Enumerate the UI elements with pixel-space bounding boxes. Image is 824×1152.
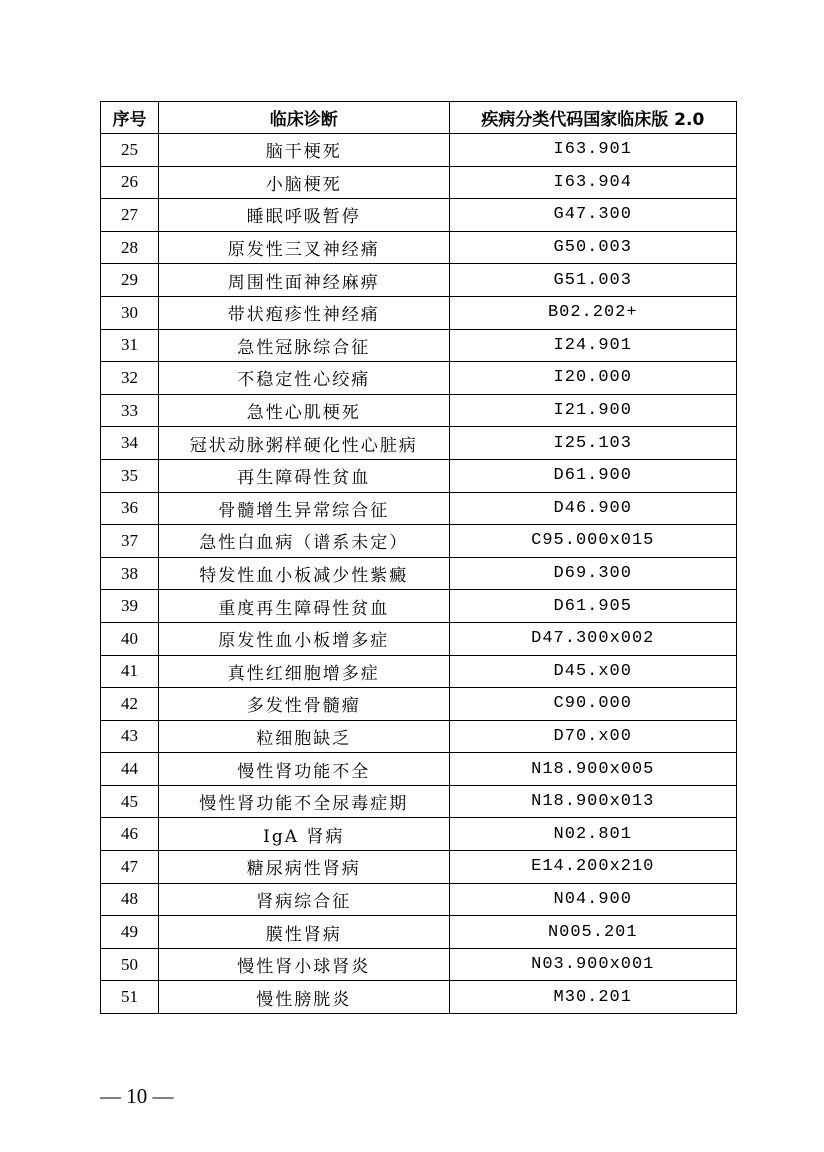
disease-code-cell: D47.300x002 xyxy=(449,622,736,655)
disease-code-cell: D61.900 xyxy=(449,459,736,492)
diagnosis-cell: 不稳定性心绞痛 xyxy=(159,362,449,395)
diagnosis-cell: 冠状动脉粥样硬化性心脏病 xyxy=(159,427,449,460)
disease-code-cell: D45.x00 xyxy=(449,655,736,688)
diagnosis-code-table xyxy=(100,101,737,1014)
serial-number-cell: 35 xyxy=(101,459,159,492)
serial-number-cell: 46 xyxy=(101,818,159,851)
diagnosis-cell: 骨髓增生异常综合征 xyxy=(159,492,449,525)
serial-number-cell: 25 xyxy=(101,134,159,167)
disease-code-cell: E14.200x210 xyxy=(449,851,736,884)
serial-number-cell: 27 xyxy=(101,199,159,232)
table-row xyxy=(101,948,737,981)
diagnosis-cell: 糖尿病性肾病 xyxy=(159,851,449,884)
header-serial-number: 序号 xyxy=(101,102,159,134)
serial-number-cell: 42 xyxy=(101,688,159,721)
table-row xyxy=(101,166,737,199)
table-row xyxy=(101,785,737,818)
diagnosis-cell: 睡眠呼吸暂停 xyxy=(159,199,449,232)
serial-number-cell: 29 xyxy=(101,264,159,297)
table-body xyxy=(101,134,737,1014)
disease-code-cell: B02.202+ xyxy=(449,296,736,329)
disease-code-cell: N18.900x013 xyxy=(449,785,736,818)
table-row xyxy=(101,525,737,558)
disease-code-cell: G50.003 xyxy=(449,231,736,264)
disease-code-cell: N005.201 xyxy=(449,916,736,949)
table-row xyxy=(101,264,737,297)
diagnosis-cell: 原发性三叉神经痛 xyxy=(159,231,449,264)
table-row xyxy=(101,720,737,753)
diagnosis-cell: 肾病综合征 xyxy=(159,883,449,916)
disease-code-cell: D61.905 xyxy=(449,590,736,623)
serial-number-cell: 32 xyxy=(101,362,159,395)
disease-code-cell: G47.300 xyxy=(449,199,736,232)
page-number: — 10 — xyxy=(100,1084,174,1108)
diagnosis-cell: 脑干梗死 xyxy=(159,134,449,167)
serial-number-cell: 40 xyxy=(101,622,159,655)
serial-number-cell: 41 xyxy=(101,655,159,688)
disease-code-cell: N03.900x001 xyxy=(449,948,736,981)
serial-number-cell: 48 xyxy=(101,883,159,916)
diagnosis-cell: 急性冠脉综合征 xyxy=(159,329,449,362)
diagnosis-cell: 急性白血病（谱系未定） xyxy=(159,525,449,558)
diagnosis-cell: 慢性膀胱炎 xyxy=(159,981,449,1014)
disease-code-cell: I25.103 xyxy=(449,427,736,460)
table-row xyxy=(101,622,737,655)
disease-code-cell: D69.300 xyxy=(449,557,736,590)
diagnosis-cell: 慢性肾功能不全尿毒症期 xyxy=(159,785,449,818)
table-row xyxy=(101,688,737,721)
disease-code-cell: C95.000x015 xyxy=(449,525,736,558)
table-row xyxy=(101,394,737,427)
table-header-row xyxy=(101,102,737,134)
disease-code-cell: M30.201 xyxy=(449,981,736,1014)
table-row xyxy=(101,134,737,167)
table-row xyxy=(101,557,737,590)
serial-number-cell: 38 xyxy=(101,557,159,590)
diagnosis-cell: 慢性肾功能不全 xyxy=(159,753,449,786)
table-row xyxy=(101,427,737,460)
diagnosis-cell: 真性红细胞增多症 xyxy=(159,655,449,688)
serial-number-cell: 31 xyxy=(101,329,159,362)
serial-number-cell: 36 xyxy=(101,492,159,525)
disease-code-cell: I20.000 xyxy=(449,362,736,395)
table-row xyxy=(101,981,737,1014)
serial-number-cell: 33 xyxy=(101,394,159,427)
serial-number-cell: 39 xyxy=(101,590,159,623)
table-row xyxy=(101,590,737,623)
disease-code-cell: D70.x00 xyxy=(449,720,736,753)
table-row xyxy=(101,753,737,786)
diagnosis-cell: 带状疱疹性神经痛 xyxy=(159,296,449,329)
table-row xyxy=(101,851,737,884)
disease-code-cell: I63.901 xyxy=(449,134,736,167)
disease-code-cell: I21.900 xyxy=(449,394,736,427)
serial-number-cell: 43 xyxy=(101,720,159,753)
diagnosis-cell: 粒细胞缺乏 xyxy=(159,720,449,753)
diagnosis-cell: 膜性肾病 xyxy=(159,916,449,949)
serial-number-cell: 51 xyxy=(101,981,159,1014)
serial-number-cell: 47 xyxy=(101,851,159,884)
header-clinical-diagnosis: 临床诊断 xyxy=(159,102,449,134)
table-row xyxy=(101,199,737,232)
serial-number-cell: 49 xyxy=(101,916,159,949)
disease-code-cell: G51.003 xyxy=(449,264,736,297)
diagnosis-cell: IgA 肾病 xyxy=(159,818,449,851)
table-row xyxy=(101,916,737,949)
serial-number-cell: 26 xyxy=(101,166,159,199)
table-row xyxy=(101,492,737,525)
disease-code-cell: N18.900x005 xyxy=(449,753,736,786)
disease-code-cell: N02.801 xyxy=(449,818,736,851)
serial-number-cell: 50 xyxy=(101,948,159,981)
table-row xyxy=(101,362,737,395)
diagnosis-cell: 多发性骨髓瘤 xyxy=(159,688,449,721)
table-row xyxy=(101,296,737,329)
disease-code-cell: C90.000 xyxy=(449,688,736,721)
table-row xyxy=(101,459,737,492)
table-row xyxy=(101,655,737,688)
diagnosis-cell: 重度再生障碍性贫血 xyxy=(159,590,449,623)
table-row xyxy=(101,818,737,851)
serial-number-cell: 34 xyxy=(101,427,159,460)
serial-number-cell: 37 xyxy=(101,525,159,558)
table-row xyxy=(101,883,737,916)
diagnosis-cell: 特发性血小板减少性紫癜 xyxy=(159,557,449,590)
table-row xyxy=(101,329,737,362)
disease-code-cell: I63.904 xyxy=(449,166,736,199)
serial-number-cell: 44 xyxy=(101,753,159,786)
diagnosis-cell: 再生障碍性贫血 xyxy=(159,459,449,492)
diagnosis-cell: 小脑梗死 xyxy=(159,166,449,199)
diagnosis-cell: 慢性肾小球肾炎 xyxy=(159,948,449,981)
serial-number-cell: 45 xyxy=(101,785,159,818)
diagnosis-cell: 原发性血小板增多症 xyxy=(159,622,449,655)
table-row xyxy=(101,231,737,264)
serial-number-cell: 28 xyxy=(101,231,159,264)
header-disease-code: 疾病分类代码国家临床版 2.0 xyxy=(449,102,736,134)
disease-code-cell: D46.900 xyxy=(449,492,736,525)
diagnosis-cell: 急性心肌梗死 xyxy=(159,394,449,427)
disease-code-cell: I24.901 xyxy=(449,329,736,362)
serial-number-cell: 30 xyxy=(101,296,159,329)
disease-code-cell: N04.900 xyxy=(449,883,736,916)
diagnosis-cell: 周围性面神经麻痹 xyxy=(159,264,449,297)
